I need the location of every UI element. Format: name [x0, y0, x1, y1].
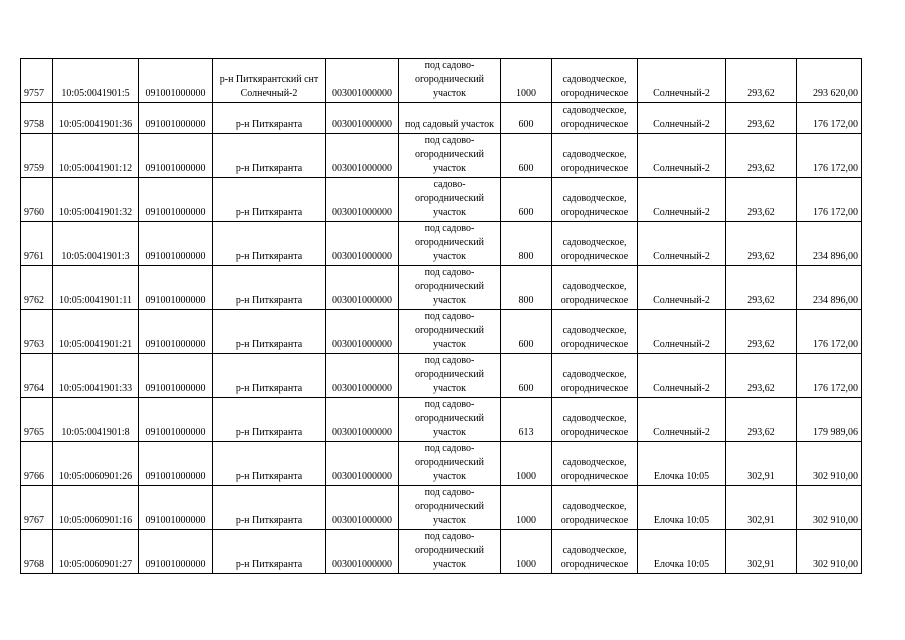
- settlement-name-cell: Елочка 10:05: [638, 486, 726, 530]
- oktmo-code-cell: 091001000000: [139, 398, 213, 442]
- table-row: [21, 103, 862, 134]
- row-number-cell: 9767: [21, 486, 53, 530]
- cadastral-number-cell: 10:05:0041901:21: [53, 310, 139, 354]
- settlement-name-cell: Солнечный-2: [638, 134, 726, 178]
- okato-code-cell: 003001000000: [326, 398, 399, 442]
- location-cell: р-н Питкяранта: [213, 354, 326, 398]
- land-registry-table: [20, 58, 862, 574]
- land-category-cell: садоводческое, огородническое: [552, 530, 638, 574]
- cadastral-value-cell: 179 989,06: [797, 398, 862, 442]
- land-category-cell: садоводческое, огородническое: [552, 59, 638, 103]
- row-number-cell: 9758: [21, 103, 53, 134]
- land-category-cell: садоводческое, огородническое: [552, 398, 638, 442]
- okato-code-cell: 003001000000: [326, 134, 399, 178]
- okato-code-cell: 003001000000: [326, 486, 399, 530]
- location-cell: р-н Питкяранта: [213, 442, 326, 486]
- permitted-use-cell: под садово-огороднический участок: [399, 134, 501, 178]
- specific-value-cell: 293,62: [726, 103, 797, 134]
- land-category-cell: садоводческое, огородническое: [552, 103, 638, 134]
- location-cell: р-н Питкяранта: [213, 134, 326, 178]
- cadastral-value-cell: 176 172,00: [797, 103, 862, 134]
- oktmo-code-cell: 091001000000: [139, 222, 213, 266]
- row-number-cell: 9760: [21, 178, 53, 222]
- okato-code-cell: 003001000000: [326, 178, 399, 222]
- cadastral-value-cell: 234 896,00: [797, 222, 862, 266]
- row-number-cell: 9766: [21, 442, 53, 486]
- settlement-name-cell: Солнечный-2: [638, 103, 726, 134]
- settlement-name-cell: Елочка 10:05: [638, 442, 726, 486]
- table-row: [21, 178, 862, 222]
- location-cell: р-н Питкяранта: [213, 222, 326, 266]
- oktmo-code-cell: 091001000000: [139, 59, 213, 103]
- oktmo-code-cell: 091001000000: [139, 134, 213, 178]
- specific-value-cell: 293,62: [726, 222, 797, 266]
- table-row: [21, 354, 862, 398]
- okato-code-cell: 003001000000: [326, 222, 399, 266]
- settlement-name-cell: Елочка 10:05: [638, 530, 726, 574]
- specific-value-cell: 293,62: [726, 310, 797, 354]
- location-cell: р-н Питкярантский снт Солнечный-2: [213, 59, 326, 103]
- specific-value-cell: 293,62: [726, 266, 797, 310]
- row-number-cell: 9768: [21, 530, 53, 574]
- table-row: [21, 266, 862, 310]
- permitted-use-cell: под садово-огороднический участок: [399, 354, 501, 398]
- oktmo-code-cell: 091001000000: [139, 354, 213, 398]
- cadastral-number-cell: 10:05:0041901:8: [53, 398, 139, 442]
- area-cell: 600: [501, 134, 552, 178]
- land-category-cell: садоводческое, огородническое: [552, 178, 638, 222]
- permitted-use-cell: под садово-огороднический участок: [399, 486, 501, 530]
- area-cell: 600: [501, 103, 552, 134]
- location-cell: р-н Питкяранта: [213, 486, 326, 530]
- cadastral-value-cell: 176 172,00: [797, 134, 862, 178]
- area-cell: 600: [501, 310, 552, 354]
- settlement-name-cell: Солнечный-2: [638, 222, 726, 266]
- cadastral-number-cell: 10:05:0041901:12: [53, 134, 139, 178]
- specific-value-cell: 293,62: [726, 354, 797, 398]
- cadastral-value-cell: 176 172,00: [797, 310, 862, 354]
- specific-value-cell: 293,62: [726, 134, 797, 178]
- specific-value-cell: 293,62: [726, 178, 797, 222]
- specific-value-cell: 302,91: [726, 442, 797, 486]
- cadastral-value-cell: 302 910,00: [797, 442, 862, 486]
- cadastral-value-cell: 302 910,00: [797, 486, 862, 530]
- land-category-cell: садоводческое, огородническое: [552, 266, 638, 310]
- permitted-use-cell: под садово-огороднический участок: [399, 222, 501, 266]
- cadastral-number-cell: 10:05:0041901:32: [53, 178, 139, 222]
- area-cell: 1000: [501, 486, 552, 530]
- oktmo-code-cell: 091001000000: [139, 486, 213, 530]
- table-row: [21, 59, 862, 103]
- row-number-cell: 9761: [21, 222, 53, 266]
- specific-value-cell: 302,91: [726, 486, 797, 530]
- row-number-cell: 9762: [21, 266, 53, 310]
- table-row: [21, 398, 862, 442]
- land-category-cell: садоводческое, огородническое: [552, 486, 638, 530]
- specific-value-cell: 293,62: [726, 398, 797, 442]
- settlement-name-cell: Солнечный-2: [638, 178, 726, 222]
- oktmo-code-cell: 091001000000: [139, 266, 213, 310]
- area-cell: 1000: [501, 530, 552, 574]
- settlement-name-cell: Солнечный-2: [638, 310, 726, 354]
- okato-code-cell: 003001000000: [326, 530, 399, 574]
- cadastral-value-cell: 176 172,00: [797, 354, 862, 398]
- specific-value-cell: 293,62: [726, 59, 797, 103]
- area-cell: 600: [501, 178, 552, 222]
- specific-value-cell: 302,91: [726, 530, 797, 574]
- location-cell: р-н Питкяранта: [213, 266, 326, 310]
- registry-sheet: [20, 58, 862, 574]
- oktmo-code-cell: 091001000000: [139, 530, 213, 574]
- table-row: [21, 222, 862, 266]
- okato-code-cell: 003001000000: [326, 354, 399, 398]
- settlement-name-cell: Солнечный-2: [638, 266, 726, 310]
- cadastral-value-cell: 234 896,00: [797, 266, 862, 310]
- land-category-cell: садоводческое, огородническое: [552, 354, 638, 398]
- okato-code-cell: 003001000000: [326, 310, 399, 354]
- cadastral-number-cell: 10:05:0060901:26: [53, 442, 139, 486]
- table-row: [21, 442, 862, 486]
- row-number-cell: 9757: [21, 59, 53, 103]
- land-category-cell: садоводческое, огородническое: [552, 222, 638, 266]
- cadastral-number-cell: 10:05:0060901:27: [53, 530, 139, 574]
- row-number-cell: 9764: [21, 354, 53, 398]
- row-number-cell: 9759: [21, 134, 53, 178]
- table-row: [21, 310, 862, 354]
- cadastral-value-cell: 302 910,00: [797, 530, 862, 574]
- settlement-name-cell: Солнечный-2: [638, 59, 726, 103]
- okato-code-cell: 003001000000: [326, 266, 399, 310]
- oktmo-code-cell: 091001000000: [139, 178, 213, 222]
- location-cell: р-н Питкяранта: [213, 178, 326, 222]
- settlement-name-cell: Солнечный-2: [638, 354, 726, 398]
- cadastral-number-cell: 10:05:0041901:33: [53, 354, 139, 398]
- cadastral-number-cell: 10:05:0041901:3: [53, 222, 139, 266]
- permitted-use-cell: под садово-огороднический участок: [399, 59, 501, 103]
- cadastral-value-cell: 176 172,00: [797, 178, 862, 222]
- permitted-use-cell: под садовый участок: [399, 103, 501, 134]
- permitted-use-cell: под садово-огороднический участок: [399, 310, 501, 354]
- land-category-cell: садоводческое, огородническое: [552, 310, 638, 354]
- table-body: [21, 59, 862, 574]
- location-cell: р-н Питкяранта: [213, 398, 326, 442]
- location-cell: р-н Питкяранта: [213, 310, 326, 354]
- table-row: [21, 530, 862, 574]
- oktmo-code-cell: 091001000000: [139, 103, 213, 134]
- area-cell: 1000: [501, 442, 552, 486]
- permitted-use-cell: под садово-огороднический участок: [399, 530, 501, 574]
- land-category-cell: садоводческое, огородническое: [552, 134, 638, 178]
- location-cell: р-н Питкяранта: [213, 530, 326, 574]
- cadastral-number-cell: 10:05:0041901:36: [53, 103, 139, 134]
- area-cell: 600: [501, 354, 552, 398]
- okato-code-cell: 003001000000: [326, 103, 399, 134]
- oktmo-code-cell: 091001000000: [139, 442, 213, 486]
- area-cell: 1000: [501, 59, 552, 103]
- oktmo-code-cell: 091001000000: [139, 310, 213, 354]
- settlement-name-cell: Солнечный-2: [638, 398, 726, 442]
- okato-code-cell: 003001000000: [326, 59, 399, 103]
- table-row: [21, 134, 862, 178]
- permitted-use-cell: садово-огороднический участок: [399, 178, 501, 222]
- permitted-use-cell: под садово-огороднический участок: [399, 398, 501, 442]
- permitted-use-cell: под садово-огороднический участок: [399, 266, 501, 310]
- okato-code-cell: 003001000000: [326, 442, 399, 486]
- row-number-cell: 9765: [21, 398, 53, 442]
- cadastral-number-cell: 10:05:0041901:11: [53, 266, 139, 310]
- area-cell: 613: [501, 398, 552, 442]
- area-cell: 800: [501, 266, 552, 310]
- area-cell: 800: [501, 222, 552, 266]
- row-number-cell: 9763: [21, 310, 53, 354]
- cadastral-number-cell: 10:05:0060901:16: [53, 486, 139, 530]
- location-cell: р-н Питкяранта: [213, 103, 326, 134]
- land-category-cell: садоводческое, огородническое: [552, 442, 638, 486]
- table-row: [21, 486, 862, 530]
- cadastral-number-cell: 10:05:0041901:5: [53, 59, 139, 103]
- permitted-use-cell: под садово-огороднический участок: [399, 442, 501, 486]
- cadastral-value-cell: 293 620,00: [797, 59, 862, 103]
